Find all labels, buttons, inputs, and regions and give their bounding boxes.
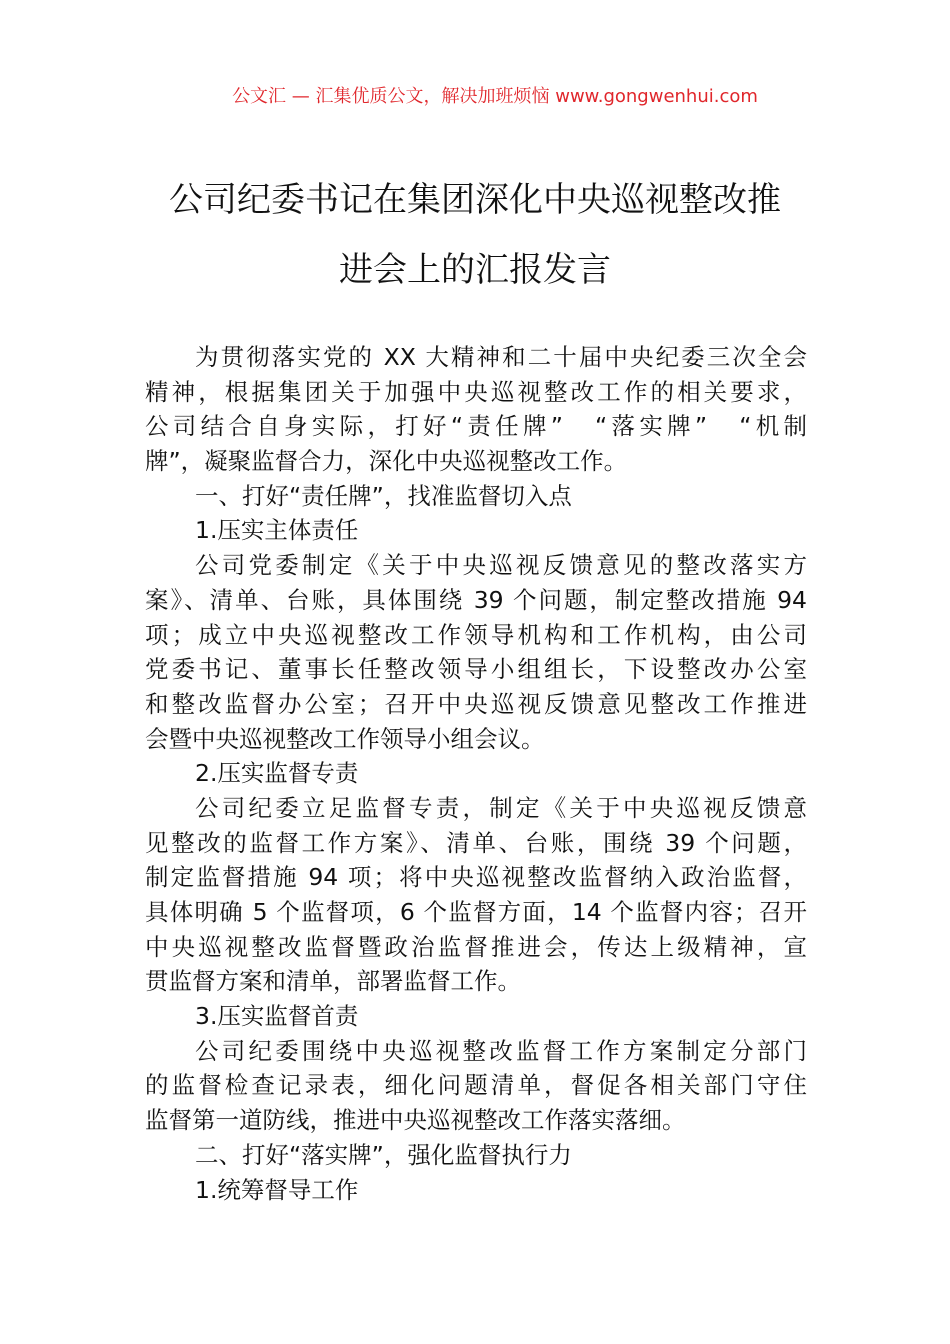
text-line: 案》、清单、台账，具体围绕 39 个问题，制定整改措施 94 [145,585,807,614]
text-line: 会暨中央巡视整改工作领导小组会议。 [145,724,545,753]
document-title-line-2: 进会上的汇报发言 [339,250,611,290]
text-line: 1.统筹督导工作 [195,1175,359,1204]
text-line: 中央巡视整改监督暨政治监督推进会，传达上级精神，宣 [145,932,807,961]
text-line: 一、打好“责任牌”，找准监督切入点 [195,481,572,510]
text-line: 公司纪委围绕中央巡视整改监督工作方案制定分部门 [195,1036,807,1065]
text-line: 二、打好“落实牌”，强化监督执行力 [195,1140,572,1169]
text-line: 制定监督措施 94 项；将中央巡视整改监督纳入政治监督， [145,863,807,892]
document-body [145,340,807,1207]
text-line: 1.压实主体责任 [195,516,359,545]
text-line: 公司结合自身实际，打好“责任牌” “落实牌” “机制 [145,412,807,441]
watermark-header: 公文汇 — 汇集优质公文，解决加班烦恼 www.gongwenhui.com [232,86,758,107]
text-line: 3.压实监督首责 [195,1002,359,1031]
document-title-line-1: 公司纪委书记在集团深化中央巡视整改推 [169,180,781,220]
text-line: 具体明确 5 个监督项，6 个监督方面，14 个监督内容；召开 [145,898,807,926]
text-line: 见整改的监督工作方案》、清单、台账，围绕 39 个问题， [145,828,807,857]
text-line: 精神，根据集团关于加强中央巡视整改工作的相关要求， [145,377,807,406]
text-line: 2.压实监督专责 [195,759,359,788]
text-line: 贯监督方案和清单，部署监督工作。 [145,967,521,996]
text-line: 牌”，凝聚监督合力，深化中央巡视整改工作。 [145,447,628,476]
text-line: 公司纪委立足监督专责，制定《关于中央巡视反馈意 [195,793,807,822]
text-line: 党委书记、董事长任整改领导小组组长，下设整改办公室 [145,655,807,684]
text-line: 和整改监督办公室；召开中央巡视反馈意见整改工作推进 [145,689,807,718]
text-line: 为贯彻落实党的 XX 大精神和二十届中央纪委三次全会 [195,343,807,371]
text-line: 项；成立中央巡视整改工作领导机构和工作机构，由公司 [145,620,807,649]
text-line: 的监督检查记录表，细化问题清单，督促各相关部门守住 [145,1071,807,1100]
text-line: 公司党委制定《关于中央巡视反馈意见的整改落实方 [195,551,807,580]
text-line: 监督第一道防线，推进中央巡视整改工作落实落细。 [145,1106,686,1135]
